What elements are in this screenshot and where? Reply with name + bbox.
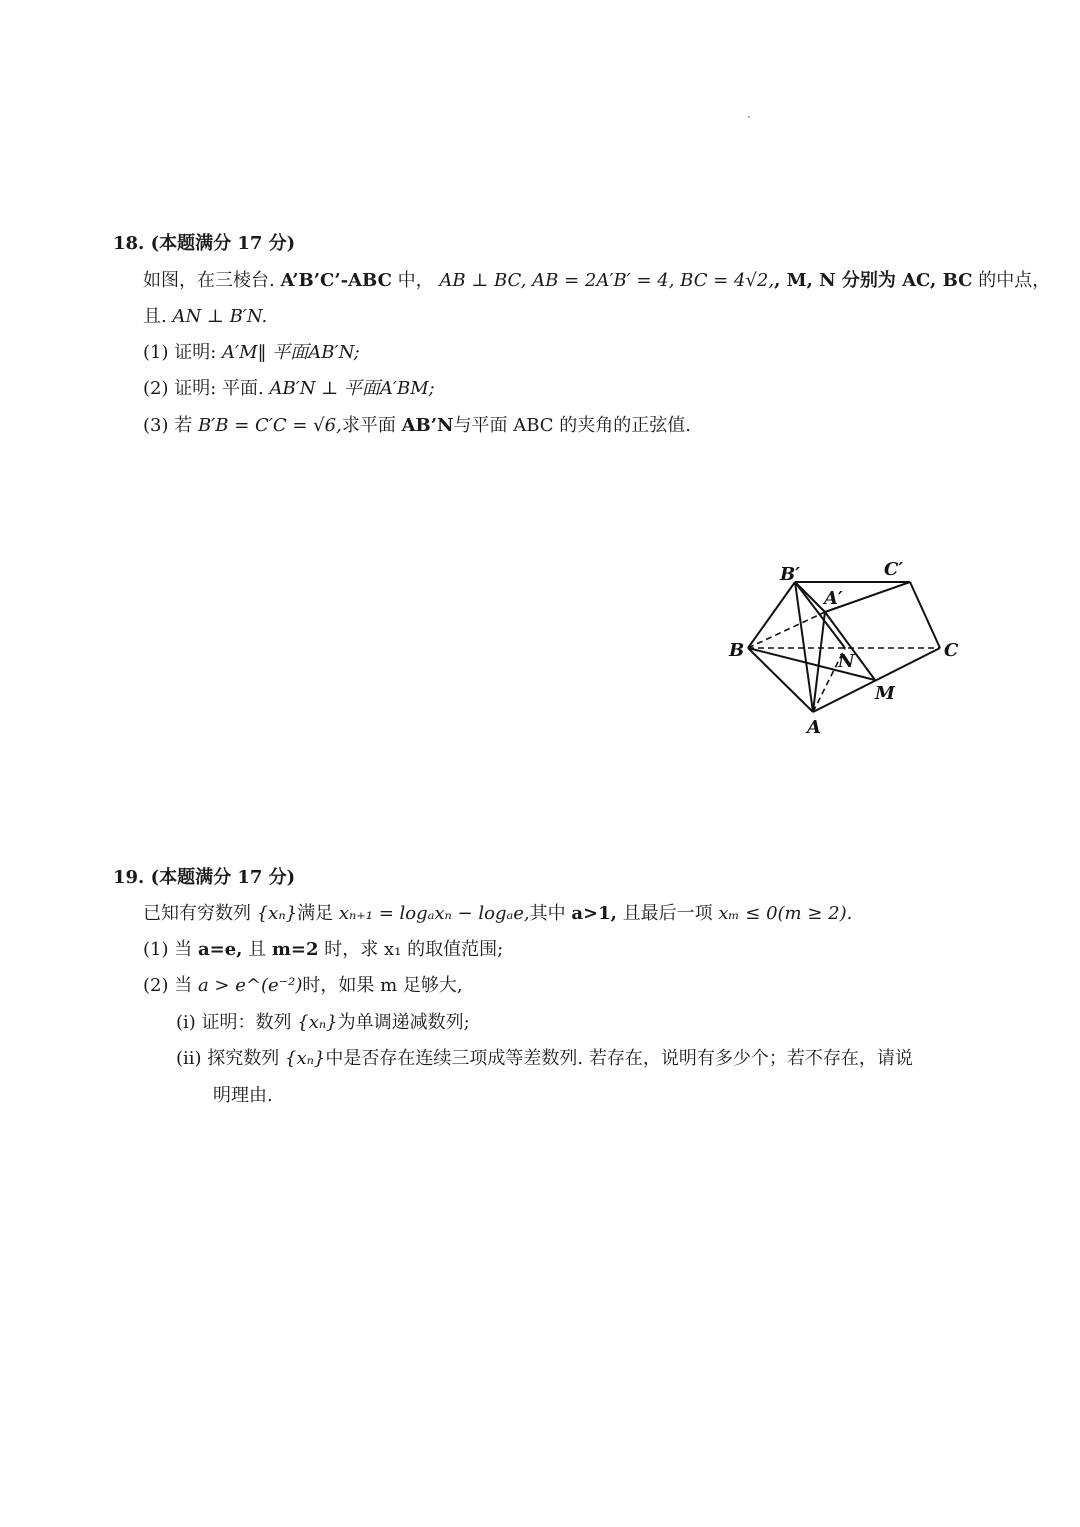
q19-part2-ii-seq: {xₙ} [285,1048,326,1069]
q18-line1-text-f: 的中点， [972,270,1051,291]
q18-part3-plane: AB’N [401,415,454,436]
label-C1: C′ [884,559,904,580]
q19-line1-text-e: 其中 [529,903,572,924]
q19-line1-seq: {xₙ} [256,903,298,924]
edge-c1c [910,582,940,648]
q19-part1-m: m=2 [271,939,319,960]
q18-line1 [143,266,1050,292]
q19-part1 [143,935,503,961]
q18-line1-text-c: 中， [391,270,440,291]
q19-part2-ii-text-c: 中是否存在连续三项成等差数列. 若存在，说明有多少个；若不存在，请说 [325,1048,913,1069]
q18-part3-math: B′B = C′C = √6, [197,415,342,436]
q18-line1-frustum: A’B’C’-ABC [280,270,392,291]
q19-part2-ii-text-a: (ii) 探究数列 [176,1048,286,1069]
q18-part3 [143,411,691,437]
q18-part1 [143,338,360,364]
q19-line1-last: xₘ ≤ 0(m ≥ 2). [718,903,853,924]
q19-line1-text-c: 满足 [297,903,339,924]
q18-part2-text: (2) 证明: 平面. [143,378,270,399]
q18-part3-text-a: (3) 若 [143,415,198,436]
edge-ba1-hidden [748,612,825,648]
label-M: M [875,683,895,704]
edge-b1b [748,582,795,648]
q19-part2-i-text-c: 为单调递减数列; [337,1012,470,1033]
q18-line2-math: AN ⊥ B′N. [172,306,268,327]
q18-part2-math: AB′N ⊥ 平面A′BM; [269,378,435,399]
q19-line1 [143,899,852,925]
q19-part2-text-c: 时，如果 m 足够大, [302,975,463,996]
label-A: A [807,717,821,738]
q19-part1-text-c: 且 [242,939,272,960]
frustum-figure [720,555,970,740]
q18-part1-math: A′M‖ 平面AB′N; [222,342,360,363]
edge-ba [748,648,813,712]
speck [748,116,750,118]
q19-part1-a: a=e, [197,939,243,960]
q18-line2-text: 且. [143,306,173,327]
q18-part1-text: (1) 证明: [143,342,223,363]
q19-line1-recurrence: xₙ₊₁ = logₐxₙ − logₐe, [338,903,530,924]
q19-line1-cond: a>1, [571,903,617,924]
label-N: N [838,651,855,672]
q19-part2-i-seq: {xₙ} [297,1012,338,1033]
q19-part2-ii-cont: 明理由. [213,1085,273,1106]
q18-part2 [143,374,435,400]
q18-line2 [143,302,267,328]
q18-part3-text-c: 求平面 [341,415,402,436]
edge-a1a [813,612,825,712]
q19-part2-text-a: (2) 当 [143,975,198,996]
label-A1: A′ [824,588,843,609]
q19-part2-ii [176,1044,913,1070]
label-B1: B′ [780,564,800,585]
q18-line1-math: AB ⊥ BC, AB = 2A′B′ = 4, BC = 4√2, [439,270,775,291]
q18-part3-text-e: 与平面 ABC 的夹角的正弦值. [453,415,691,436]
q19-part1-text-a: (1) 当 [143,939,198,960]
q19-part1-text-e: 时，求 x₁ 的取值范围; [318,939,504,960]
q19-part2-i-text-a: (i) 证明：数列 [176,1012,298,1033]
q18-title: 18. (本题满分 17 分) [113,233,296,254]
figure-solid-edges [748,582,940,712]
q18-line1-points: , M, N 分别为 AC, BC [774,270,973,291]
q19-part2-i [176,1008,470,1034]
q19-line1-text-g: 且最后一项 [616,903,719,924]
q19-line1-text-a: 已知有穷数列 [143,903,257,924]
q18-line1-text-a: 如图，在三棱台. [143,270,281,291]
q19-part2 [143,971,463,997]
label-C: C [944,640,959,661]
q19-part2-math: a > e^(e⁻²) [197,975,303,996]
label-B: B [729,640,745,661]
q19-title: 19. (本题满分 17 分) [113,867,296,888]
